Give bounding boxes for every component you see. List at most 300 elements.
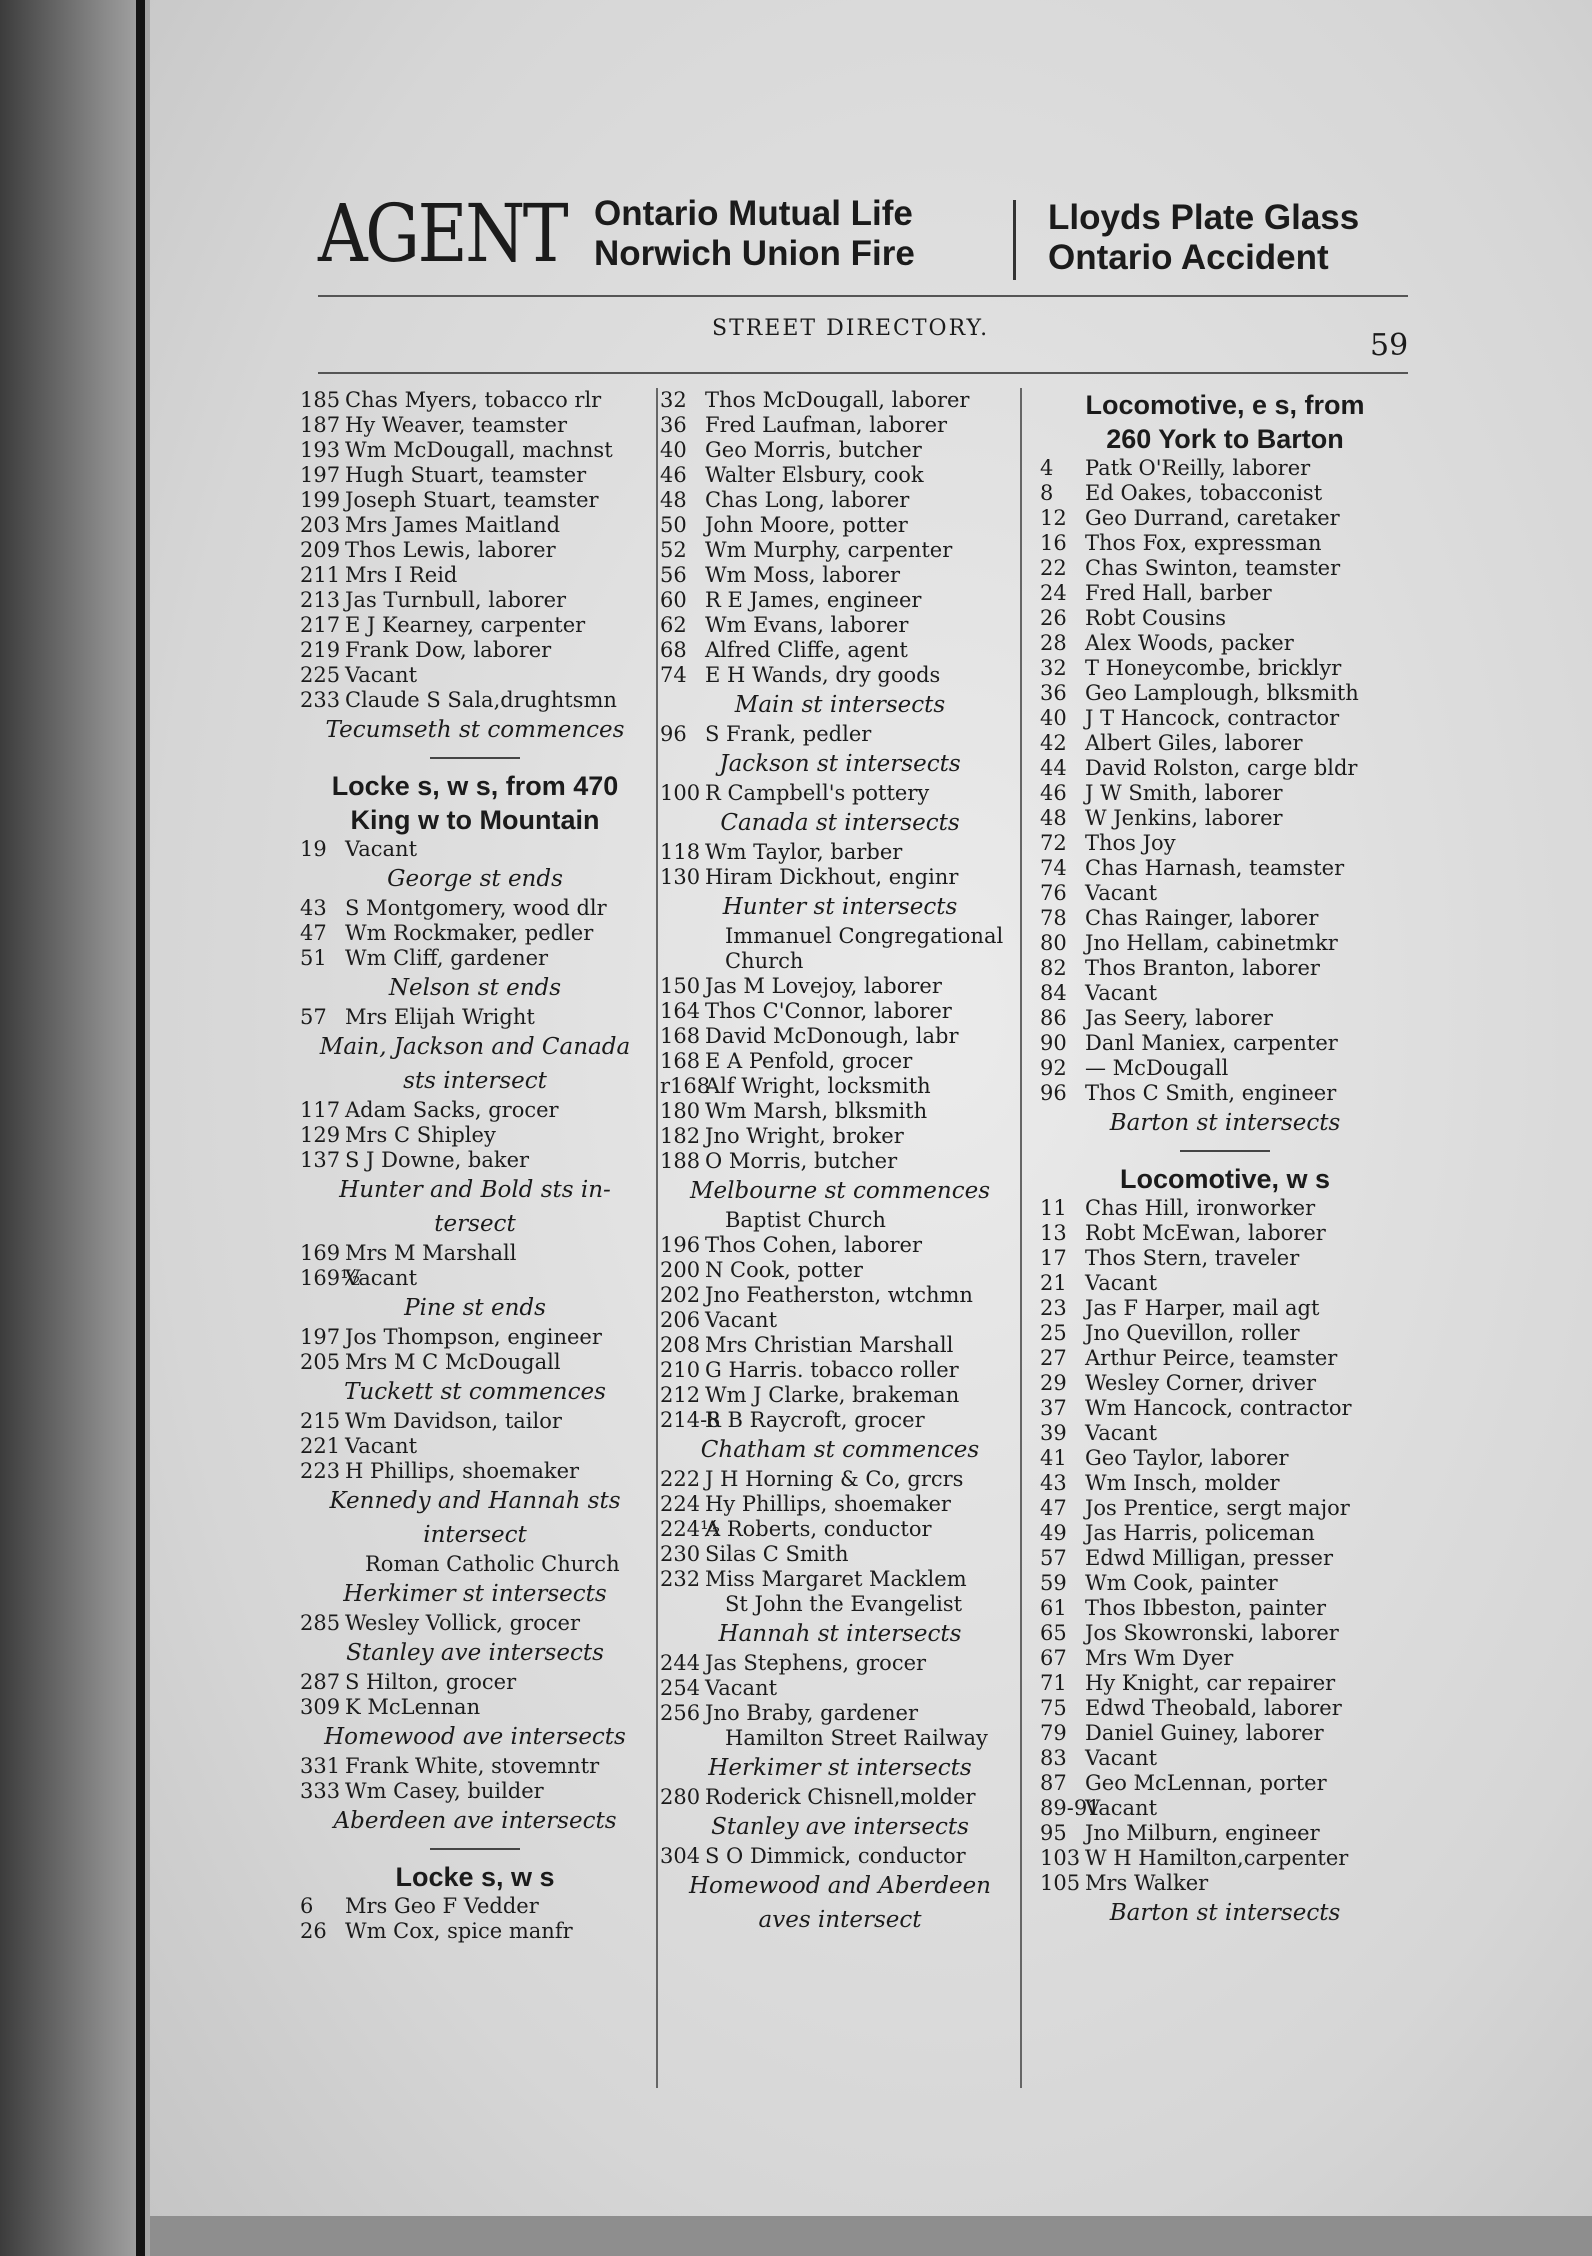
house-number: 285 bbox=[300, 1611, 341, 1635]
directory-entry bbox=[1040, 1771, 1410, 1796]
house-number: 208 bbox=[660, 1333, 701, 1357]
house-number: 22 bbox=[1040, 556, 1067, 580]
house-number: 83 bbox=[1040, 1746, 1067, 1770]
cross-street-note: Jackson st intersects bbox=[719, 751, 961, 777]
house-number: 87 bbox=[1040, 1771, 1067, 1795]
resident-name: Wm Moss, laborer bbox=[705, 563, 901, 587]
resident-name: Jas F Harper, mail agt bbox=[1085, 1296, 1320, 1320]
house-number: 212 bbox=[660, 1383, 701, 1407]
directory-entry bbox=[660, 1049, 1020, 1074]
resident-name: John Moore, potter bbox=[705, 513, 908, 537]
resident-name: Alex Woods, packer bbox=[1085, 631, 1294, 655]
directory-entry bbox=[300, 896, 650, 921]
house-number: 19 bbox=[300, 837, 327, 861]
resident-name: Edwd Milligan, presser bbox=[1085, 1546, 1334, 1570]
house-number: 280 bbox=[660, 1785, 701, 1809]
resident-name: Jas Turnbull, laborer bbox=[345, 588, 567, 612]
house-number: 17 bbox=[1040, 1246, 1067, 1270]
resident-name: R Campbell's pottery bbox=[705, 781, 930, 805]
directory-entry bbox=[300, 1098, 650, 1123]
directory-entry bbox=[1040, 1621, 1410, 1646]
resident-name: Wm Rockmaker, pedler bbox=[345, 921, 594, 945]
directory-entry bbox=[1040, 481, 1410, 506]
resident-name: Mrs Elijah Wright bbox=[345, 1005, 535, 1029]
cross-street-note: George st ends bbox=[387, 866, 563, 892]
directory-entry bbox=[1040, 956, 1410, 981]
directory-entry bbox=[1040, 1246, 1410, 1271]
resident-name: K McLennan bbox=[345, 1695, 481, 1719]
cross-street-note: intersect bbox=[423, 1522, 527, 1548]
house-number: 230 bbox=[660, 1542, 701, 1566]
directory-entry bbox=[660, 463, 1020, 488]
resident-name: E H Wands, dry goods bbox=[705, 663, 941, 687]
directory-entry bbox=[1040, 731, 1410, 756]
landmark-entry: Baptist Church bbox=[725, 1208, 886, 1232]
directory-entry bbox=[660, 438, 1020, 463]
resident-name: A Roberts, conductor bbox=[705, 1517, 932, 1541]
house-number: 12 bbox=[1040, 506, 1067, 530]
directory-entry bbox=[1040, 806, 1410, 831]
directory-entry bbox=[660, 1567, 1020, 1592]
resident-name: Mrs M Marshall bbox=[345, 1241, 517, 1265]
resident-name: Vacant bbox=[1085, 1796, 1158, 1820]
resident-name: Robt McEwan, laborer bbox=[1085, 1221, 1326, 1245]
house-number: 196 bbox=[660, 1233, 701, 1257]
directory-entry bbox=[1040, 1271, 1410, 1296]
resident-name: Roderick Chisnell,molder bbox=[705, 1785, 976, 1809]
directory-entry bbox=[1040, 781, 1410, 806]
directory-entry bbox=[660, 840, 1020, 865]
resident-name: Chas Hill, ironworker bbox=[1085, 1196, 1316, 1220]
resident-name: Geo McLennan, porter bbox=[1085, 1771, 1327, 1795]
house-number: 233 bbox=[300, 688, 341, 712]
directory-entry bbox=[1040, 1321, 1410, 1346]
resident-name: Hiram Dickhout, enginr bbox=[705, 865, 959, 889]
house-number: 210 bbox=[660, 1358, 701, 1382]
directory-entry bbox=[660, 1467, 1020, 1492]
house-number: 6 bbox=[300, 1894, 314, 1918]
resident-name: E A Penfold, grocer bbox=[705, 1049, 913, 1073]
resident-name: Wm Marsh, blksmith bbox=[705, 1099, 928, 1123]
resident-name: Thos Joy bbox=[1085, 831, 1176, 855]
resident-name: Arthur Peirce, teamster bbox=[1085, 1346, 1338, 1370]
house-number: 62 bbox=[660, 613, 687, 637]
directory-column-3 bbox=[1040, 388, 1410, 1930]
directory-entry bbox=[300, 1611, 650, 1636]
directory-entry bbox=[660, 1383, 1020, 1408]
house-number: 78 bbox=[1040, 906, 1067, 930]
directory-entry bbox=[300, 1350, 650, 1375]
cross-street-note: Tecumseth st commences bbox=[325, 717, 625, 743]
resident-name: Frank White, stovemntr bbox=[345, 1754, 600, 1778]
house-number: 202 bbox=[660, 1283, 701, 1307]
directory-entry bbox=[660, 1785, 1020, 1810]
directory-entry bbox=[1040, 756, 1410, 781]
directory-entry bbox=[300, 413, 650, 438]
resident-name: Vacant bbox=[345, 1434, 418, 1458]
landmark-entry: St John the Evangelist bbox=[725, 1592, 963, 1616]
house-number: 217 bbox=[300, 613, 341, 637]
house-number: 209 bbox=[300, 538, 341, 562]
directory-entry bbox=[1040, 1371, 1410, 1396]
directory-entry bbox=[300, 438, 650, 463]
house-number: 118 bbox=[660, 840, 701, 864]
directory-entry bbox=[300, 513, 650, 538]
house-number: 200 bbox=[660, 1258, 701, 1282]
house-number: 222 bbox=[660, 1467, 701, 1491]
house-number: 219 bbox=[300, 638, 341, 662]
directory-entry bbox=[1040, 981, 1410, 1006]
directory-entry bbox=[300, 613, 650, 638]
house-number: 117 bbox=[300, 1098, 341, 1122]
resident-name: Thos Fox, expressman bbox=[1085, 531, 1322, 555]
directory-entry bbox=[1040, 1296, 1410, 1321]
resident-name: Hy Weaver, teamster bbox=[345, 413, 568, 437]
directory-entry bbox=[660, 722, 1020, 747]
house-number: 211 bbox=[300, 563, 341, 587]
company-name: Ontario Mutual Life bbox=[594, 194, 913, 233]
directory-entry bbox=[660, 1701, 1020, 1726]
house-number: 168 bbox=[660, 1024, 701, 1048]
directory-entry bbox=[1040, 1521, 1410, 1546]
house-number: 103 bbox=[1040, 1846, 1081, 1870]
house-number: 16 bbox=[1040, 531, 1067, 555]
street-heading: Locomotive, e s, from bbox=[1085, 390, 1365, 420]
house-number: 188 bbox=[660, 1149, 701, 1173]
directory-entry bbox=[1040, 931, 1410, 956]
resident-name: S Frank, pedler bbox=[705, 722, 872, 746]
resident-name: Wm Insch, molder bbox=[1085, 1471, 1280, 1495]
resident-name: Daniel Guiney, laborer bbox=[1085, 1721, 1324, 1745]
directory-entry bbox=[300, 1779, 650, 1804]
directory-entry bbox=[1040, 831, 1410, 856]
resident-name: Fred Laufman, laborer bbox=[705, 413, 948, 437]
house-number: 32 bbox=[1040, 656, 1067, 680]
directory-entry bbox=[1040, 1056, 1410, 1081]
house-number: 187 bbox=[300, 413, 341, 437]
house-number: 4 bbox=[1040, 456, 1054, 480]
cross-street-note: Homewood and Aberdeen bbox=[689, 1873, 991, 1899]
house-number: 68 bbox=[660, 638, 687, 662]
directory-entry bbox=[300, 1894, 650, 1919]
house-number: 215 bbox=[300, 1409, 341, 1433]
directory-entry bbox=[660, 563, 1020, 588]
directory-entry bbox=[1040, 531, 1410, 556]
directory-entry bbox=[300, 563, 650, 588]
house-number: 224½ bbox=[660, 1517, 721, 1541]
house-number: 197 bbox=[300, 463, 341, 487]
house-number: 92 bbox=[1040, 1056, 1067, 1080]
house-number: 213 bbox=[300, 588, 341, 612]
house-number: 27 bbox=[1040, 1346, 1067, 1370]
house-number: 44 bbox=[1040, 756, 1067, 780]
cross-street-note: Nelson st ends bbox=[388, 975, 562, 1001]
house-number: 23 bbox=[1040, 1296, 1067, 1320]
house-number: 26 bbox=[300, 1919, 327, 1943]
house-number: 199 bbox=[300, 488, 341, 512]
directory-entry bbox=[1040, 581, 1410, 606]
house-number: 48 bbox=[660, 488, 687, 512]
resident-name: Jno Hellam, cabinetmkr bbox=[1085, 931, 1338, 955]
directory-entry bbox=[1040, 1646, 1410, 1671]
resident-name: Hugh Stuart, teamster bbox=[345, 463, 587, 487]
house-number: 39 bbox=[1040, 1421, 1067, 1445]
resident-name: Vacant bbox=[705, 1676, 778, 1700]
company-name: Lloyds Plate Glass bbox=[1048, 198, 1360, 237]
directory-entry bbox=[300, 538, 650, 563]
resident-name: Wm McDougall, machnst bbox=[345, 438, 613, 462]
house-number: 40 bbox=[1040, 706, 1067, 730]
resident-name: Chas Rainger, laborer bbox=[1085, 906, 1319, 930]
house-number: 169 bbox=[300, 1241, 341, 1265]
house-number: 47 bbox=[1040, 1496, 1067, 1520]
directory-entry bbox=[1040, 1421, 1410, 1446]
header-divider bbox=[1013, 200, 1016, 280]
directory-entry bbox=[1040, 906, 1410, 931]
house-number: 150 bbox=[660, 974, 701, 998]
directory-entry bbox=[660, 1333, 1020, 1358]
resident-name: Alf Wright, locksmith bbox=[705, 1074, 931, 1098]
resident-name: S J Downe, baker bbox=[345, 1148, 530, 1172]
landmark-entry: Church bbox=[725, 949, 804, 973]
resident-name: Alfred Cliffe, agent bbox=[705, 638, 908, 662]
directory-entry bbox=[660, 1074, 1020, 1099]
resident-name: Robt Cousins bbox=[1085, 606, 1227, 630]
street-heading: Locomotive, w s bbox=[1119, 1164, 1331, 1194]
resident-name: Mrs Geo F Vedder bbox=[345, 1894, 539, 1918]
resident-name: Thos McDougall, laborer bbox=[705, 388, 970, 412]
house-number: 224 bbox=[660, 1492, 701, 1516]
cross-street-note: aves intersect bbox=[758, 1907, 922, 1933]
running-title: STREET DIRECTORY. bbox=[712, 316, 990, 341]
resident-name: Chas Swinton, teamster bbox=[1085, 556, 1341, 580]
house-number: 8 bbox=[1040, 481, 1054, 505]
house-number: 56 bbox=[660, 563, 687, 587]
cross-street-note: Barton st intersects bbox=[1109, 1900, 1341, 1926]
directory-entry bbox=[660, 538, 1020, 563]
resident-name: Thos C Smith, engineer bbox=[1085, 1081, 1337, 1105]
gutter-line bbox=[136, 0, 145, 2256]
resident-name: Jno Braby, gardener bbox=[705, 1701, 918, 1725]
cross-street-note: Pine st ends bbox=[404, 1295, 546, 1321]
resident-name: Edwd Theobald, laborer bbox=[1085, 1696, 1342, 1720]
house-number: 43 bbox=[1040, 1471, 1067, 1495]
house-number: 206 bbox=[660, 1308, 701, 1332]
house-number: 71 bbox=[1040, 1671, 1067, 1695]
resident-name: Chas Long, laborer bbox=[705, 488, 910, 512]
cross-street-note: Stanley ave intersects bbox=[346, 1640, 604, 1666]
resident-name: Mrs James Maitland bbox=[345, 513, 561, 537]
landmark-entry: Roman Catholic Church bbox=[365, 1552, 620, 1576]
house-number: 60 bbox=[660, 588, 687, 612]
directory-entry bbox=[1040, 606, 1410, 631]
house-number: 130 bbox=[660, 865, 701, 889]
resident-name: — McDougall bbox=[1085, 1056, 1229, 1080]
resident-name: Wm Hancock, contractor bbox=[1085, 1396, 1352, 1420]
house-number: r168 bbox=[660, 1074, 711, 1098]
book-spine-shadow bbox=[0, 0, 150, 2256]
directory-entry bbox=[660, 1408, 1020, 1433]
directory-entry bbox=[1040, 506, 1410, 531]
resident-name: Mrs M C McDougall bbox=[345, 1350, 561, 1374]
resident-name: Jas Stephens, grocer bbox=[705, 1651, 927, 1675]
directory-entry bbox=[300, 663, 650, 688]
directory-entry bbox=[660, 1149, 1020, 1174]
house-number: 46 bbox=[660, 463, 687, 487]
resident-name: Mrs Christian Marshall bbox=[705, 1333, 954, 1357]
directory-entry bbox=[1040, 1546, 1410, 1571]
resident-name: Thos Lewis, laborer bbox=[345, 538, 556, 562]
resident-name: Jas Harris, policeman bbox=[1085, 1521, 1315, 1545]
house-number: 331 bbox=[300, 1754, 341, 1778]
resident-name: Mrs Walker bbox=[1085, 1871, 1209, 1895]
directory-entry bbox=[660, 1676, 1020, 1701]
resident-name: G Harris. tobacco roller bbox=[705, 1358, 959, 1382]
house-number: 32 bbox=[660, 388, 687, 412]
house-number: 185 bbox=[300, 388, 341, 412]
house-number: 74 bbox=[660, 663, 687, 687]
house-number: 80 bbox=[1040, 931, 1067, 955]
insurance-companies-right bbox=[1048, 198, 1359, 278]
directory-entry bbox=[660, 638, 1020, 663]
house-number: 86 bbox=[1040, 1006, 1067, 1030]
directory-entry bbox=[660, 1308, 1020, 1333]
house-number: 232 bbox=[660, 1567, 701, 1591]
resident-name: Wm Evans, laborer bbox=[705, 613, 909, 637]
resident-name: Mrs C Shipley bbox=[345, 1123, 496, 1147]
directory-entry bbox=[300, 837, 650, 862]
house-number: 225 bbox=[300, 663, 341, 687]
directory-entry bbox=[1040, 1746, 1410, 1771]
cross-street-note: Herkimer st intersects bbox=[343, 1581, 607, 1607]
directory-entry bbox=[660, 488, 1020, 513]
house-number: 180 bbox=[660, 1099, 701, 1123]
house-number: 65 bbox=[1040, 1621, 1067, 1645]
directory-entry bbox=[660, 1651, 1020, 1676]
house-number: 11 bbox=[1040, 1196, 1067, 1220]
resident-name: E J Kearney, carpenter bbox=[345, 613, 586, 637]
directory-entry bbox=[660, 388, 1020, 413]
house-number: 29 bbox=[1040, 1371, 1067, 1395]
landmark-entry: Immanuel Congregational bbox=[725, 924, 1004, 948]
resident-name: J H Horning & Co, grcrs bbox=[705, 1467, 964, 1491]
house-number: 47 bbox=[300, 921, 327, 945]
directory-entry bbox=[300, 1123, 650, 1148]
house-number: 79 bbox=[1040, 1721, 1067, 1745]
house-number: 28 bbox=[1040, 631, 1067, 655]
cross-street-note: Hunter and Bold sts in- bbox=[339, 1177, 611, 1203]
house-number: 51 bbox=[300, 946, 327, 970]
directory-entry bbox=[660, 999, 1020, 1024]
resident-name: Thos Stern, traveler bbox=[1085, 1246, 1300, 1270]
directory-entry bbox=[300, 1754, 650, 1779]
directory-entry bbox=[660, 513, 1020, 538]
house-number: 72 bbox=[1040, 831, 1067, 855]
column-divider bbox=[1020, 388, 1022, 2088]
house-number: 100 bbox=[660, 781, 701, 805]
cross-street-note: Aberdeen ave intersects bbox=[333, 1808, 617, 1834]
directory-entry bbox=[660, 781, 1020, 806]
directory-column-1 bbox=[300, 388, 650, 1944]
directory-entry bbox=[1040, 1871, 1410, 1896]
resident-name: Wm Cox, spice manfr bbox=[345, 1919, 573, 1943]
cross-street-note: Kennedy and Hannah sts bbox=[329, 1488, 621, 1514]
house-number: 57 bbox=[1040, 1546, 1067, 1570]
cross-street-note: Homewood ave intersects bbox=[324, 1724, 626, 1750]
house-number: 74 bbox=[1040, 856, 1067, 880]
cross-street-note: Herkimer st intersects bbox=[708, 1755, 972, 1781]
house-number: 36 bbox=[660, 413, 687, 437]
house-number: 203 bbox=[300, 513, 341, 537]
directory-entry bbox=[660, 613, 1020, 638]
directory-entry bbox=[300, 921, 650, 946]
insurance-companies-left bbox=[594, 194, 915, 274]
directory-entry bbox=[1040, 656, 1410, 681]
landmark-entry: Hamilton Street Railway bbox=[725, 1726, 988, 1750]
house-number: 168 bbox=[660, 1049, 701, 1073]
section-separator bbox=[300, 1838, 650, 1860]
directory-entry bbox=[300, 1695, 650, 1720]
house-number: 46 bbox=[1040, 781, 1067, 805]
house-number: 67 bbox=[1040, 1646, 1067, 1670]
resident-name: Wm Davidson, tailor bbox=[345, 1409, 562, 1433]
title-rule bbox=[318, 372, 1408, 374]
resident-name: Jno Milburn, engineer bbox=[1085, 1821, 1320, 1845]
house-number: 26 bbox=[1040, 606, 1067, 630]
directory-entry bbox=[1040, 1446, 1410, 1471]
house-number: 223 bbox=[300, 1459, 341, 1483]
directory-entry bbox=[660, 1258, 1020, 1283]
house-number: 129 bbox=[300, 1123, 341, 1147]
header-rule bbox=[318, 295, 1408, 297]
resident-name: Wm J Clarke, brakeman bbox=[705, 1383, 960, 1407]
resident-name: Claude S Sala,drughtsmn bbox=[345, 688, 617, 712]
directory-entry bbox=[1040, 1721, 1410, 1746]
resident-name: Silas C Smith bbox=[705, 1542, 849, 1566]
house-number: 287 bbox=[300, 1670, 341, 1694]
house-number: 21 bbox=[1040, 1271, 1067, 1295]
house-number: 41 bbox=[1040, 1446, 1067, 1470]
directory-entry bbox=[1040, 1346, 1410, 1371]
directory-entry bbox=[660, 974, 1020, 999]
resident-name: Wm Cook, painter bbox=[1085, 1571, 1278, 1595]
directory-entry bbox=[1040, 631, 1410, 656]
house-number: 84 bbox=[1040, 981, 1067, 1005]
agent-title: AGENT bbox=[318, 187, 567, 280]
cross-street-note: Main, Jackson and Canada bbox=[319, 1034, 631, 1060]
directory-entry bbox=[660, 588, 1020, 613]
house-number: 40 bbox=[660, 438, 687, 462]
column-divider bbox=[656, 388, 658, 2088]
resident-name: Wesley Vollick, grocer bbox=[345, 1611, 580, 1635]
directory-entry bbox=[1040, 1221, 1410, 1246]
resident-name: Thos C'Connor, laborer bbox=[705, 999, 952, 1023]
house-number: 59 bbox=[1040, 1571, 1067, 1595]
cross-street-note: tersect bbox=[434, 1211, 516, 1237]
directory-entry bbox=[1040, 1496, 1410, 1521]
resident-name: O Morris, butcher bbox=[705, 1149, 898, 1173]
directory-entry bbox=[300, 1325, 650, 1350]
resident-name: Danl Maniex, carpenter bbox=[1085, 1031, 1338, 1055]
directory-entry bbox=[660, 1283, 1020, 1308]
resident-name: Thos Branton, laborer bbox=[1085, 956, 1320, 980]
resident-name: Wm Cliff, gardener bbox=[345, 946, 549, 970]
resident-name: J T Hancock, contractor bbox=[1085, 706, 1340, 730]
resident-name: Wm Casey, builder bbox=[345, 1779, 544, 1803]
directory-entry bbox=[1040, 706, 1410, 731]
house-number: 89-91 bbox=[1040, 1796, 1101, 1820]
resident-name: Jno Quevillon, roller bbox=[1085, 1321, 1300, 1345]
